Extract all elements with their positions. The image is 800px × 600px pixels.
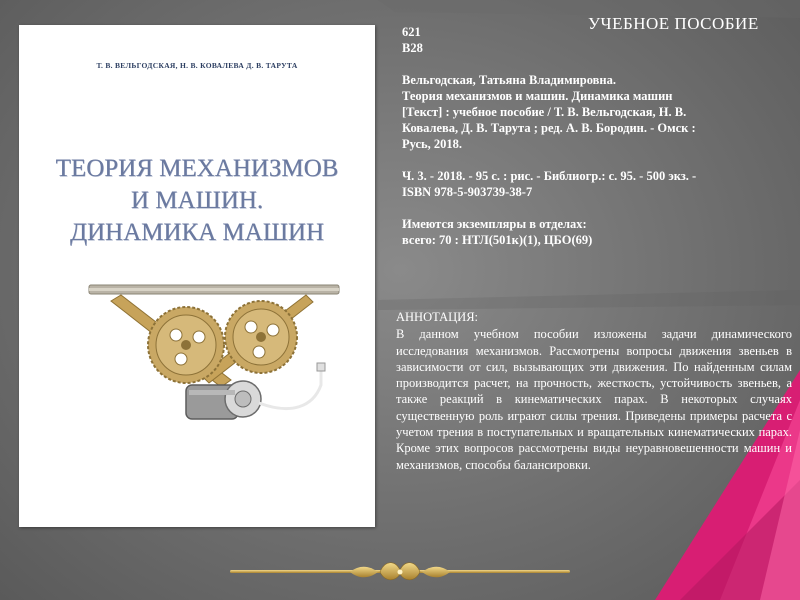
cover-authors: Т. В. ВЕЛЬГОДСКАЯ, Н. В. КОВАЛЕВА Д. В. ТАРУТА — [96, 61, 298, 70]
physical-description: Ч. 3. - 2018. - 95 с. : рис. - Библиогр.: с. 95. - 500 экз. - — [402, 169, 697, 183]
annotation — [396, 309, 792, 473]
udc-code: 621 — [402, 25, 421, 39]
title-statement: Теория механизмов и машин. Динамика машин — [402, 89, 673, 103]
mechanism-illustration — [81, 275, 351, 435]
cover-title-line: ДИНАМИКА МАШИН — [69, 219, 325, 246]
title-statement: Русь, 2018. — [402, 137, 463, 151]
main-author: Вельгодская, Татьяна Владимировна. — [402, 73, 617, 87]
author-mark: В28 — [402, 41, 423, 55]
holdings-count: всего: 70 : НТЛ(501к)(1), ЦБО(69) — [402, 233, 593, 247]
cover-title — [19, 153, 375, 249]
cover-title-line: ТЕОРИЯ МЕХАНИЗМОВ — [55, 155, 339, 182]
cover-title-line: И МАШИН. — [130, 187, 264, 214]
holdings-heading: Имеются экземпляры в отделах: — [402, 217, 587, 231]
gold-ornament-divider — [230, 558, 570, 588]
isbn: ISBN 978-5-903739-38-7 — [402, 185, 533, 199]
category-label: УЧЕБНОЕ ПОСОБИЕ — [588, 14, 759, 33]
title-statement: [Текст] : учебное пособие / Т. В. Вельгодская, Н. В. — [402, 105, 687, 119]
annotation-text: В данном учебном пособии изложены задачи динамического исследования механизмов. Рассмотрены вопросы движения звеньев в зависимости от сил, вызывающих эти движения. По найденным силам производится расчет, на прочность, жесткость, устойчивость звеньев, а также реакций в кинематических парах. В некоторых случаях существенную роль играют силы трения. Приведены примеры расчета с учетом трения в поступательных и вращательных кинематических парах. Кроме этих вопросов рассмотрены виды неуравновешенности машин и механизмов, способы балансировки. — [396, 327, 792, 472]
book-cover — [19, 25, 375, 527]
bibliographic-record — [402, 24, 782, 248]
title-statement: Ковалева, Д. В. Тарута ; ред. А. В. Бородин. - Омск : — [402, 121, 696, 135]
annotation-heading: АННОТАЦИЯ: — [396, 310, 479, 324]
